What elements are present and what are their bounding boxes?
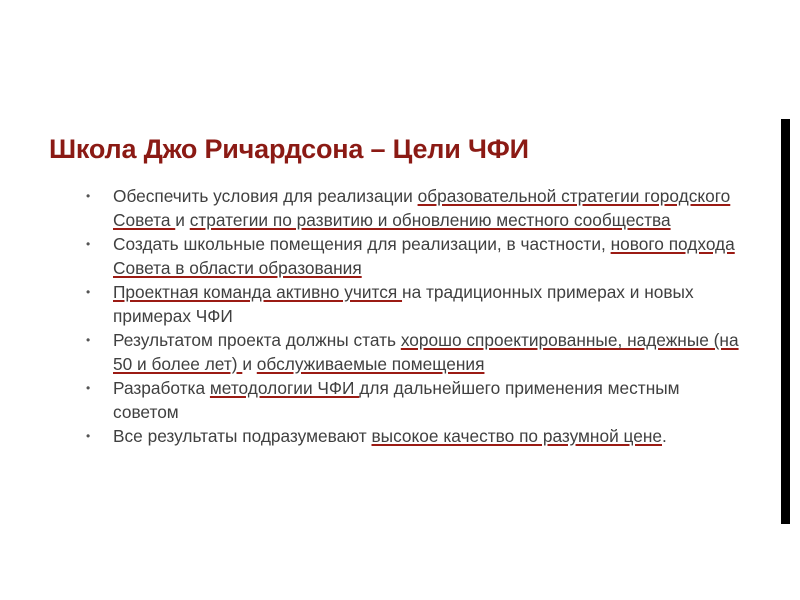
right-edge-bar xyxy=(781,119,790,524)
bullet-item xyxy=(86,281,746,328)
bullet-text: Обеспечить условия для реализации xyxy=(113,186,418,206)
bullet-text: Все результаты подразумевают xyxy=(113,426,372,446)
bullet-marker: • xyxy=(86,285,91,299)
underlined-text: методологии ЧФИ xyxy=(209,378,360,398)
underlined-text: высокое качество по разумной цене xyxy=(371,426,662,446)
underlined-text: стратегии по развитию и обновлению местного сообщества xyxy=(189,209,671,230)
underlined-text: Проектная команда активно учится xyxy=(113,282,403,302)
bullet-item xyxy=(86,425,746,449)
bullet-marker: • xyxy=(86,381,91,395)
bullet-text: . xyxy=(662,426,667,446)
bullet-marker: • xyxy=(86,333,91,347)
underlined-text: нового подхода Совета в области образования xyxy=(113,234,735,278)
underlined-text: образовательной стратегии городского Совета xyxy=(113,186,731,230)
bullet-list xyxy=(86,185,746,450)
bullet-text: и xyxy=(175,209,190,230)
slide-title: Школа Джо Ричардсона – Цели ЧФИ xyxy=(49,134,529,164)
bullet-marker: • xyxy=(86,237,91,251)
bullet-marker: • xyxy=(86,429,91,443)
bullet-text: для дальнейшего применения местным советом xyxy=(113,378,680,422)
underlined-text: хорошо спроектированные, надежные (на 50 и более лет) xyxy=(113,330,739,374)
bullet-item xyxy=(86,377,746,424)
bullet-item xyxy=(86,185,746,232)
bullet-marker: • xyxy=(86,189,91,203)
bullet-item xyxy=(86,329,746,376)
underlined-text: обслуживаемые помещения xyxy=(256,353,485,374)
bullet-text: на традиционных примерах и новых примерах ЧФИ xyxy=(113,282,694,326)
bullet-text: и xyxy=(242,353,257,374)
bullet-text: Результатом проекта должны стать xyxy=(113,330,401,350)
bullet-text: Создать школьные помещения для реализации, в частности, xyxy=(113,234,611,254)
bullet-text: Разработка xyxy=(113,378,210,398)
bullet-item xyxy=(86,233,746,280)
